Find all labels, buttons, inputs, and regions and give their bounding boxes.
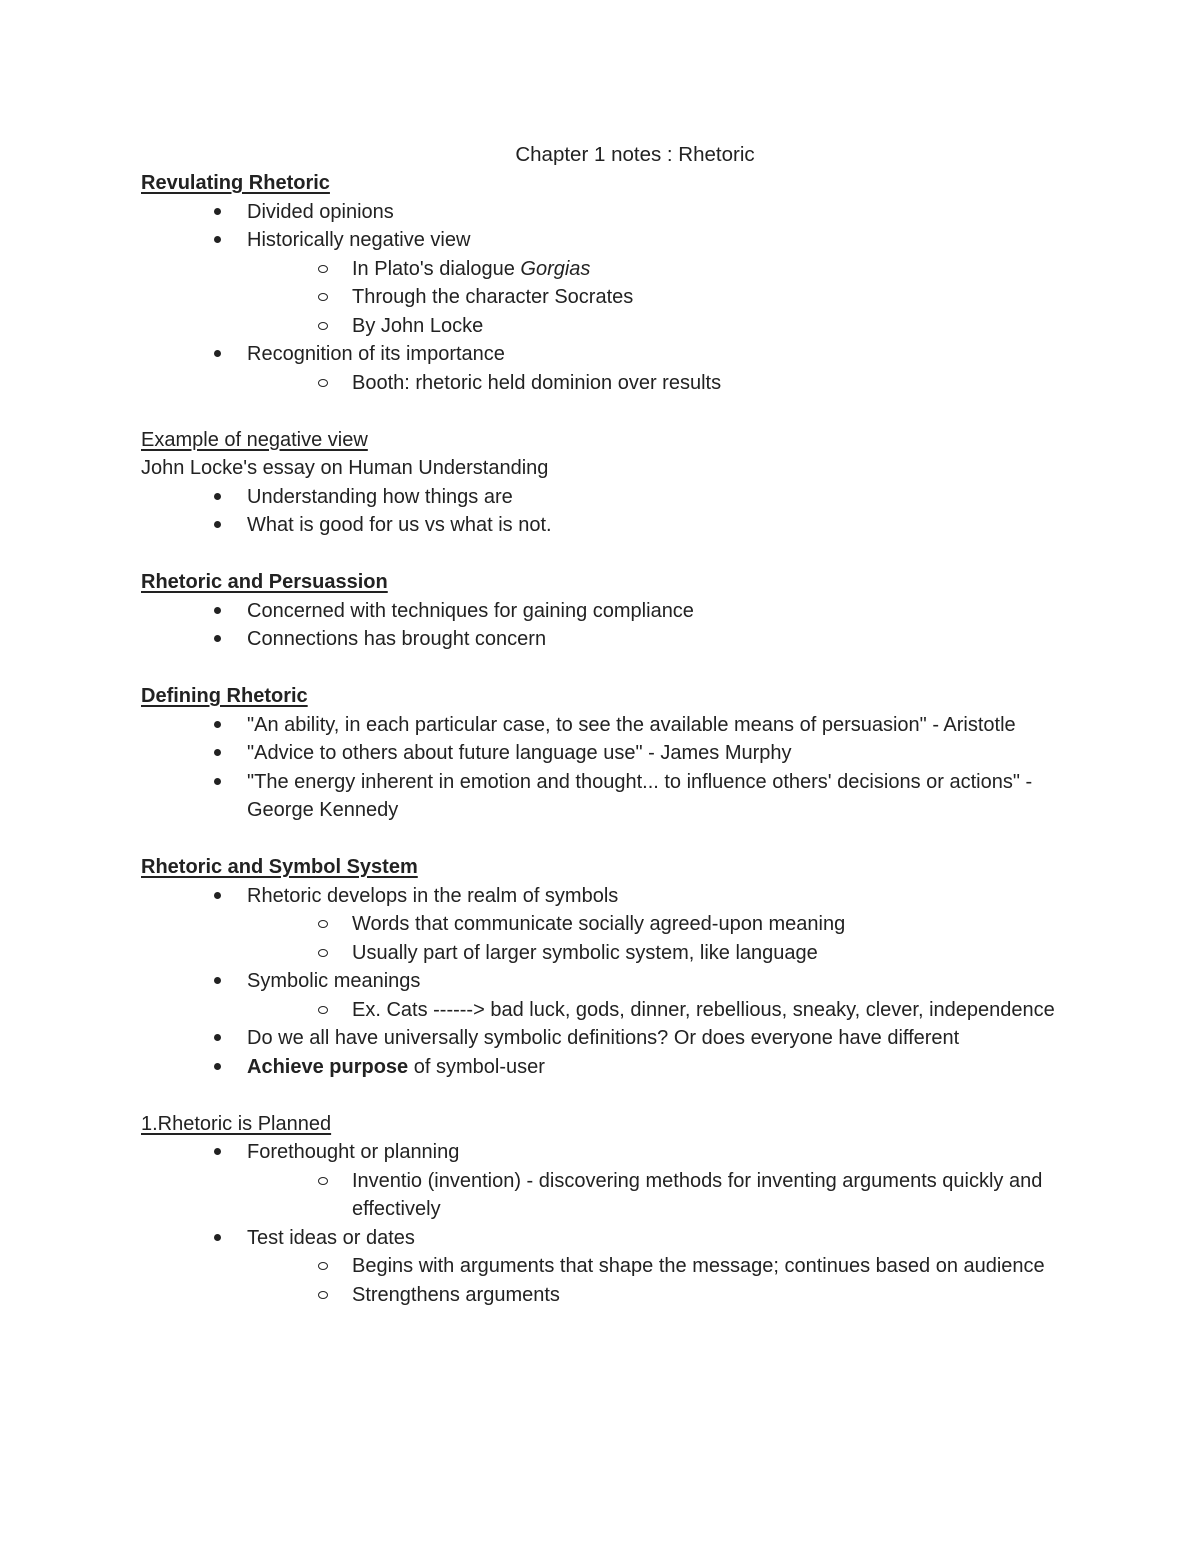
heading-rhetoric-symbol-system: Rhetoric and Symbol System [141,856,418,878]
hollow-bullet-icon [318,1291,328,1299]
bullet-icon [214,1148,221,1155]
list-item: Through the character Socrates [141,283,1081,312]
hollow-bullet-icon [318,322,328,330]
bullet-icon [214,721,221,728]
bullet-icon [214,607,221,614]
list-revulating [141,198,1081,398]
list-item: By John Locke [141,312,1081,341]
list-persuasion [141,597,1081,654]
hollow-bullet-icon [318,293,328,301]
list-item: Test ideas or dates [141,1224,1081,1253]
bullet-icon [214,749,221,756]
list-item: What is good for us vs what is not. [141,511,1081,540]
bullet-icon [214,778,221,785]
list-example [141,483,1081,540]
list-item: Words that communicate socially agreed-upon meaning [141,910,1081,939]
list-item: Divided opinions [141,198,1081,227]
list-item: "Advice to others about future language use" - James Murphy [141,739,1081,768]
list-item: "The energy inherent in emotion and thought... to influence others' decisions or actions" - George Kennedy [141,768,1081,825]
heading-defining-rhetoric: Defining Rhetoric [141,685,308,707]
heading-rhetoric-planned: 1.Rhetoric is Planned [141,1112,332,1135]
heading-rhetoric-persuassion: Rhetoric and Persuassion [141,571,388,593]
bullet-icon [214,236,221,243]
list-item: Forethought or planning [141,1138,1081,1167]
list-symbol [141,882,1081,1082]
list-item: Strengthens arguments [141,1281,1081,1310]
hollow-bullet-icon [318,265,328,273]
document-body [141,169,1081,1309]
hollow-bullet-icon [318,1006,328,1014]
heading-example-negative-view: Example of negative view [141,428,368,451]
list-item: In Plato's dialogue Gorgias [141,255,1081,284]
list-item: Inventio (invention) - discovering methods for inventing arguments quickly and effectively [141,1167,1081,1224]
bullet-icon [214,493,221,500]
list-item: Usually part of larger symbolic system, like language [141,939,1081,968]
list-item: Understanding how things are [141,483,1081,512]
list-item: Do we all have universally symbolic definitions? Or does everyone have different [141,1024,1081,1053]
list-item: Concerned with techniques for gaining compliance [141,597,1081,626]
list-defining [141,711,1081,825]
heading-revulating-rhetoric: Revulating Rhetoric [141,172,330,194]
italic-title: Gorgias [520,257,591,280]
list-item: Begins with arguments that shape the message; continues based on audience [141,1252,1081,1281]
hollow-bullet-icon [318,949,328,957]
list-item: "An ability, in each particular case, to see the available means of persuasion" - Aristotle [141,711,1081,740]
bullet-icon [214,892,221,899]
list-item: Historically negative view [141,226,1081,255]
bullet-icon [214,1234,221,1241]
hollow-bullet-icon [318,1262,328,1270]
list-item: Booth: rhetoric held dominion over results [141,369,1081,398]
list-planned [141,1138,1081,1309]
bullet-icon [214,350,221,357]
bold-phrase: Achieve purpose [247,1055,409,1078]
hollow-bullet-icon [318,920,328,928]
hollow-bullet-icon [318,1177,328,1185]
bullet-icon [214,635,221,642]
list-item: Ex. Cats ------> bad luck, gods, dinner, rebellious, sneaky, clever, independence [141,996,1081,1025]
list-item: Rhetoric develops in the realm of symbols [141,882,1081,911]
list-item: Symbolic meanings [141,967,1081,996]
paragraph-locke-essay: John Locke's essay on Human Understanding [141,457,549,479]
list-item: Recognition of its importance [141,340,1081,369]
list-item: Achieve purpose of symbol-user [141,1053,1081,1082]
bullet-icon [214,521,221,528]
bullet-icon [214,208,221,215]
hollow-bullet-icon [318,379,328,387]
document-title: Chapter 1 notes : Rhetoric [515,143,755,166]
bullet-icon [214,1034,221,1041]
list-item: Connections has brought concern [141,625,1081,654]
bullet-icon [214,977,221,984]
bullet-icon [214,1063,221,1070]
